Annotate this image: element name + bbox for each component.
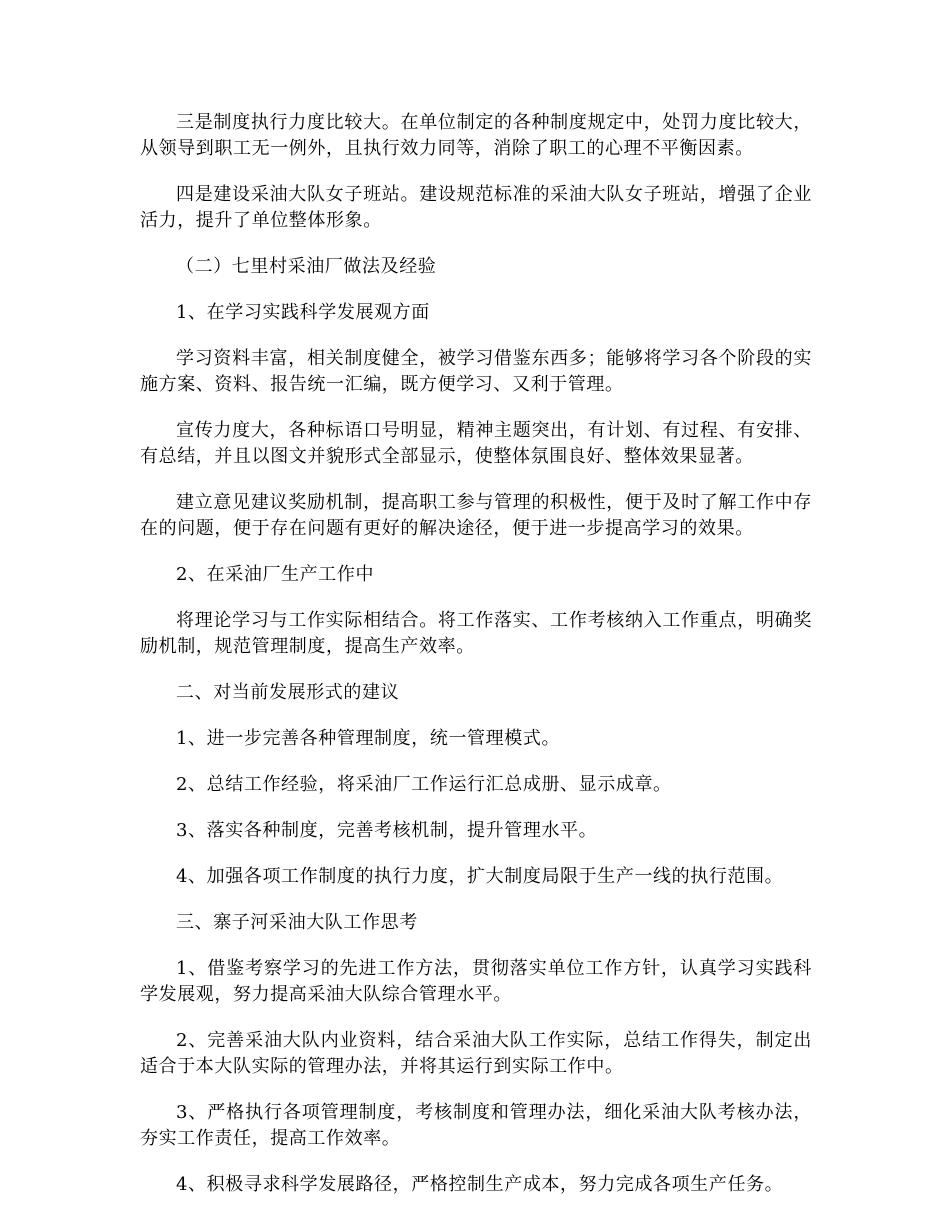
paragraph-theory-practice: 将理论学习与工作实际相结合。将工作落实、工作考核纳入工作重点，明确奖励机制，规范管理制度，提高生产效率。 xyxy=(140,610,812,657)
list-item-thought-4: 4、积极寻求科学发展路径，严格控制生产成本，努力完成各项生产任务。 xyxy=(176,1174,784,1195)
paragraph-institution-enforcement: 三是制度执行力度比较大。在单位制定的各种制度规定中，处罚力度比较大，从领导到职工无一例外，且执行效力同等，消除了职工的心理不平衡因素。 xyxy=(140,112,812,159)
section-heading-suggestions: 二、对当前发展形式的建议 xyxy=(176,682,400,703)
subheading-study-practice: 1、在学习实践科学发展观方面 xyxy=(176,302,430,323)
list-item-suggestion-3: 3、落实各种制度，完善考核机制，提升管理水平。 xyxy=(176,820,598,841)
section-heading-zhaizihe-thoughts: 三、寨子河采油大队工作思考 xyxy=(176,912,418,933)
section-heading-qilicun-experience: （二）七里村采油厂做法及经验 xyxy=(176,256,437,277)
paragraph-publicity: 宣传力度大，各种标语口号明显，精神主题突出，有计划、有过程、有安排、有总结，并且以图文并貌形式全部显示，使整体氛围良好、整体效果显著。 xyxy=(140,420,812,467)
document-body xyxy=(140,110,812,1218)
list-item-thought-1: 1、借鉴考察学习的先进工作方法，贯彻落实单位工作方针，认真学习实践科学发展观，努力提高采油大队综合管理水平。 xyxy=(140,958,812,1005)
paragraph-reward-mechanism: 建立意见建议奖励机制，提高职工参与管理的积极性，便于及时了解工作中存在的问题，便于存在问题有更好的解决途径，便于进一步提高学习的效果。 xyxy=(140,492,812,539)
subheading-production-work: 2、在采油厂生产工作中 xyxy=(176,564,375,585)
paragraph-study-materials: 学习资料丰富，相关制度健全，被学习借鉴东西多；能够将学习各个阶段的实施方案、资料、报告统一汇编，既方便学习、又利于管理。 xyxy=(140,348,812,395)
list-item-suggestion-1: 1、进一步完善各种管理制度，统一管理模式。 xyxy=(176,728,561,749)
list-item-suggestion-4: 4、加强各项工作制度的执行力度，扩大制度局限于生产一线的执行范围。 xyxy=(176,866,784,887)
paragraph-women-team-station: 四是建设采油大队女子班站。建设规范标准的采油大队女子班站，增强了企业活力，提升了单位整体形象。 xyxy=(140,184,812,231)
list-item-thought-2: 2、完善采油大队内业资料，结合采油大队工作实际，总结工作得失，制定出适合于本大队实际的管理办法，并将其运行到实际工作中。 xyxy=(140,1030,812,1077)
list-item-thought-3: 3、严格执行各项管理制度，考核制度和管理办法，细化采油大队考核办法，夯实工作责任，提高工作效率。 xyxy=(140,1102,812,1149)
list-item-suggestion-2: 2、总结工作经验，将采油厂工作运行汇总成册、显示成章。 xyxy=(176,774,672,795)
